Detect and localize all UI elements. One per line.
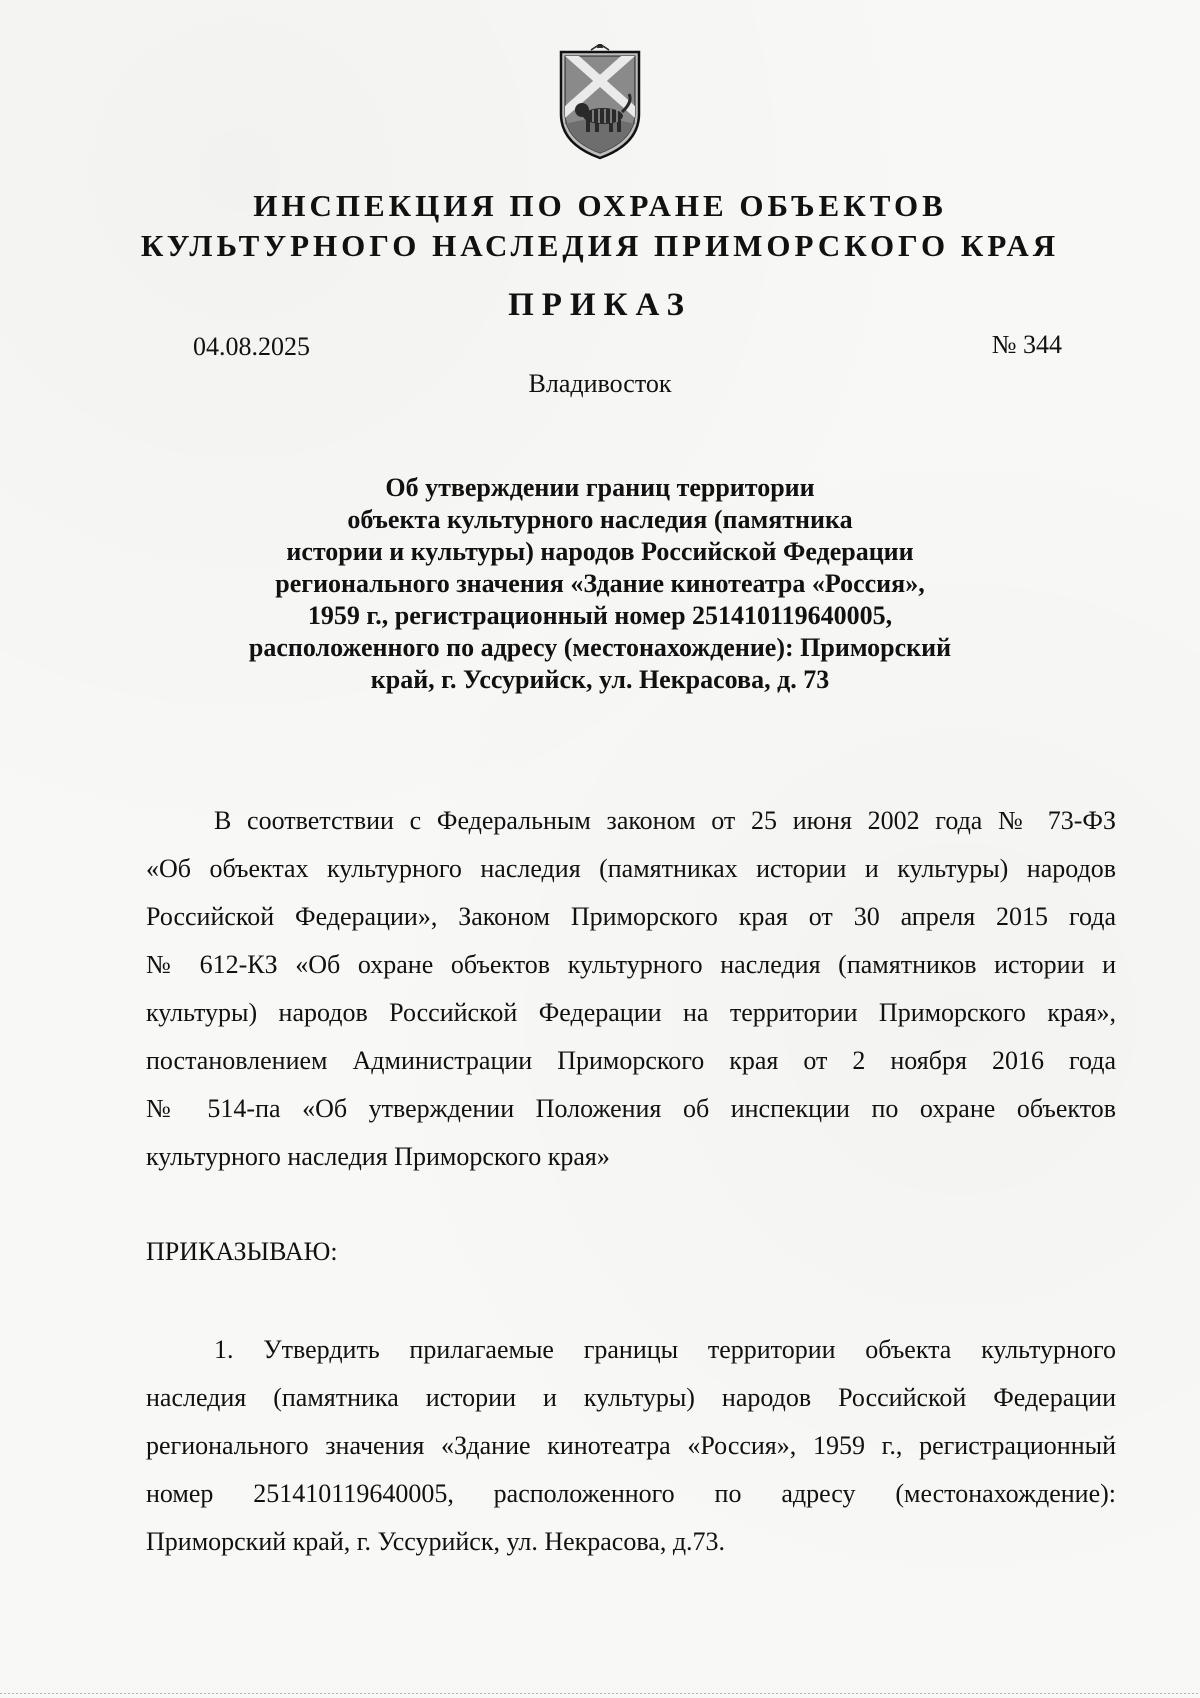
subject-line: расположенного по адресу (местонахождение): Приморский [248,633,952,662]
preamble-line: В соответствии с Федеральным законом от 25 июня 2002 года № 73-ФЗ [214,806,1116,835]
order-item-1 [146,1326,1116,1566]
organization-name-line-2: КУЛЬТУРНОГО НАСЛЕДИЯ ПРИМОРСКОГО КРАЯ [140,228,1060,263]
item-line: 1. Утвердить прилагаемые границы территории объекта культурного [214,1335,1116,1364]
item-line: наследия (памятника истории и культуры) народов Российской Федерации [146,1383,1116,1412]
document-date: 04.08.2025 [193,332,310,361]
preamble-line: культуры) народов Российской Федерации на территории Приморского края», [146,998,1116,1027]
preamble-line: «Об объектах культурного наследия (памятниках истории и культуры) народов [146,854,1116,883]
document-city: Владивосток [528,369,672,398]
item-line: номер 251410119640005, расположенного по адресу (местонахождение): [146,1479,1116,1508]
preamble-paragraph [146,797,1116,1181]
document-subject [150,472,1050,696]
preamble-line: культурного наследия Приморского края» [146,1142,610,1171]
order-directive: ПРИКАЗЫВАЮ: [146,1237,338,1266]
item-line: регионального значения «Здание кинотеатра «Россия», 1959 г., регистрационный [146,1431,1116,1460]
document-number: № 344 [991,330,1062,359]
subject-line: 1959 г., регистрационный номер 251410119640005, [307,601,893,630]
preamble-line: № 514-па «Об утверждении Положения об инспекции по охране объектов [146,1094,1116,1123]
subject-line: регионального значения «Здание кинотеатра «Россия», [275,569,925,598]
scan-edge-divider [0,1693,1200,1694]
subject-line: Об утверждении границ территории [385,473,815,502]
organization-name-line-1: ИНСПЕКЦИЯ ПО ОХРАНЕ ОБЪЕКТОВ [253,188,947,223]
subject-line: истории и культуры) народов Российской Федерации [286,537,914,566]
item-line: Приморский край, г. Уссурийск, ул. Некрасова, д.73. [146,1527,726,1556]
preamble-line: постановлением Администрации Приморского края от 2 ноября 2016 года [146,1046,1116,1075]
preamble-line: № 612-КЗ «Об охране объектов культурного наследия (памятников истории и [146,950,1116,979]
primorsky-krai-coat-of-arms-icon [555,44,645,162]
document-type: ПРИКАЗ [508,287,692,323]
preamble-line: Российской Федерации», Законом Приморского края от 30 апреля 2015 года [146,902,1116,931]
subject-line: объекта культурного наследия (памятника [347,505,853,534]
subject-line: край, г. Уссурийск, ул. Некрасова, д. 73 [370,665,830,694]
